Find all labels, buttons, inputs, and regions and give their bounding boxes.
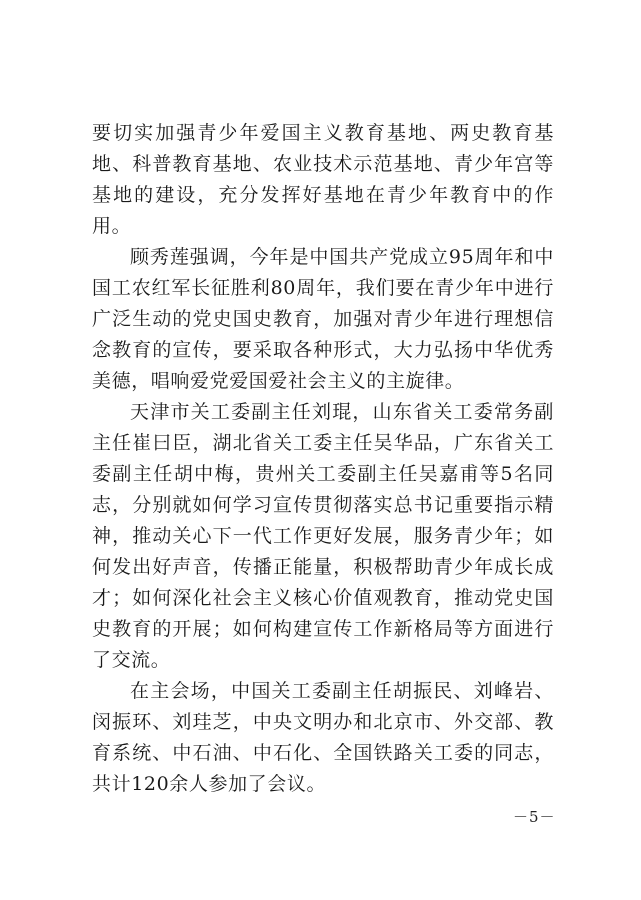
page-number: －5－ xyxy=(513,808,556,826)
paragraph-gu-xiulian-remarks: 顾秀莲强调，今年是中国共产党成立95周年和中国工农红军长征胜利80周年，我们要在青少年中进行广泛生动的党史国史教育，加强对青少年进行理想信念教育的宣传，要采取各种形式，大力弘扬中华优秀美德，唱响爱党爱国爱社会主义的主旋律。 xyxy=(92,246,554,392)
paragraph-continued: 要切实加强青少年爱国主义教育基地、两史教育基地、科普教育基地、农业技术示范基地、青少年宫等基地的建设，充分发挥好基地在青少年教育中的作用。 xyxy=(92,122,554,237)
paragraph-main-venue-attendees: 在主会场，中国关工委副主任胡振民、刘峰岩、闵振环、刘珪芝，中央文明办和北京市、外交部、教育系统、中石油、中石化、全国铁路关工委的同志，共计120余人参加了会议。 xyxy=(92,680,554,795)
paragraph-provincial-exchange: 天津市关工委副主任刘琨，山东省关工委常务副主任崔曰臣，湖北省关工委主任吴华品，广东省关工委副主任胡中梅，贵州关工委副主任吴嘉甫等5名同志，分别就如何学习宣传贯彻落实总书记重要指示精神，推动关心下一代工作更好发展，服务青少年；如何发出好声音，传播正能量，积极帮助青少年成长成才；如何深化社会主义核心价值观教育，推动党史国史教育的开展；如何构建宣传工作新格局等方面进行了交流。 xyxy=(92,401,554,671)
body-text xyxy=(92,118,554,800)
